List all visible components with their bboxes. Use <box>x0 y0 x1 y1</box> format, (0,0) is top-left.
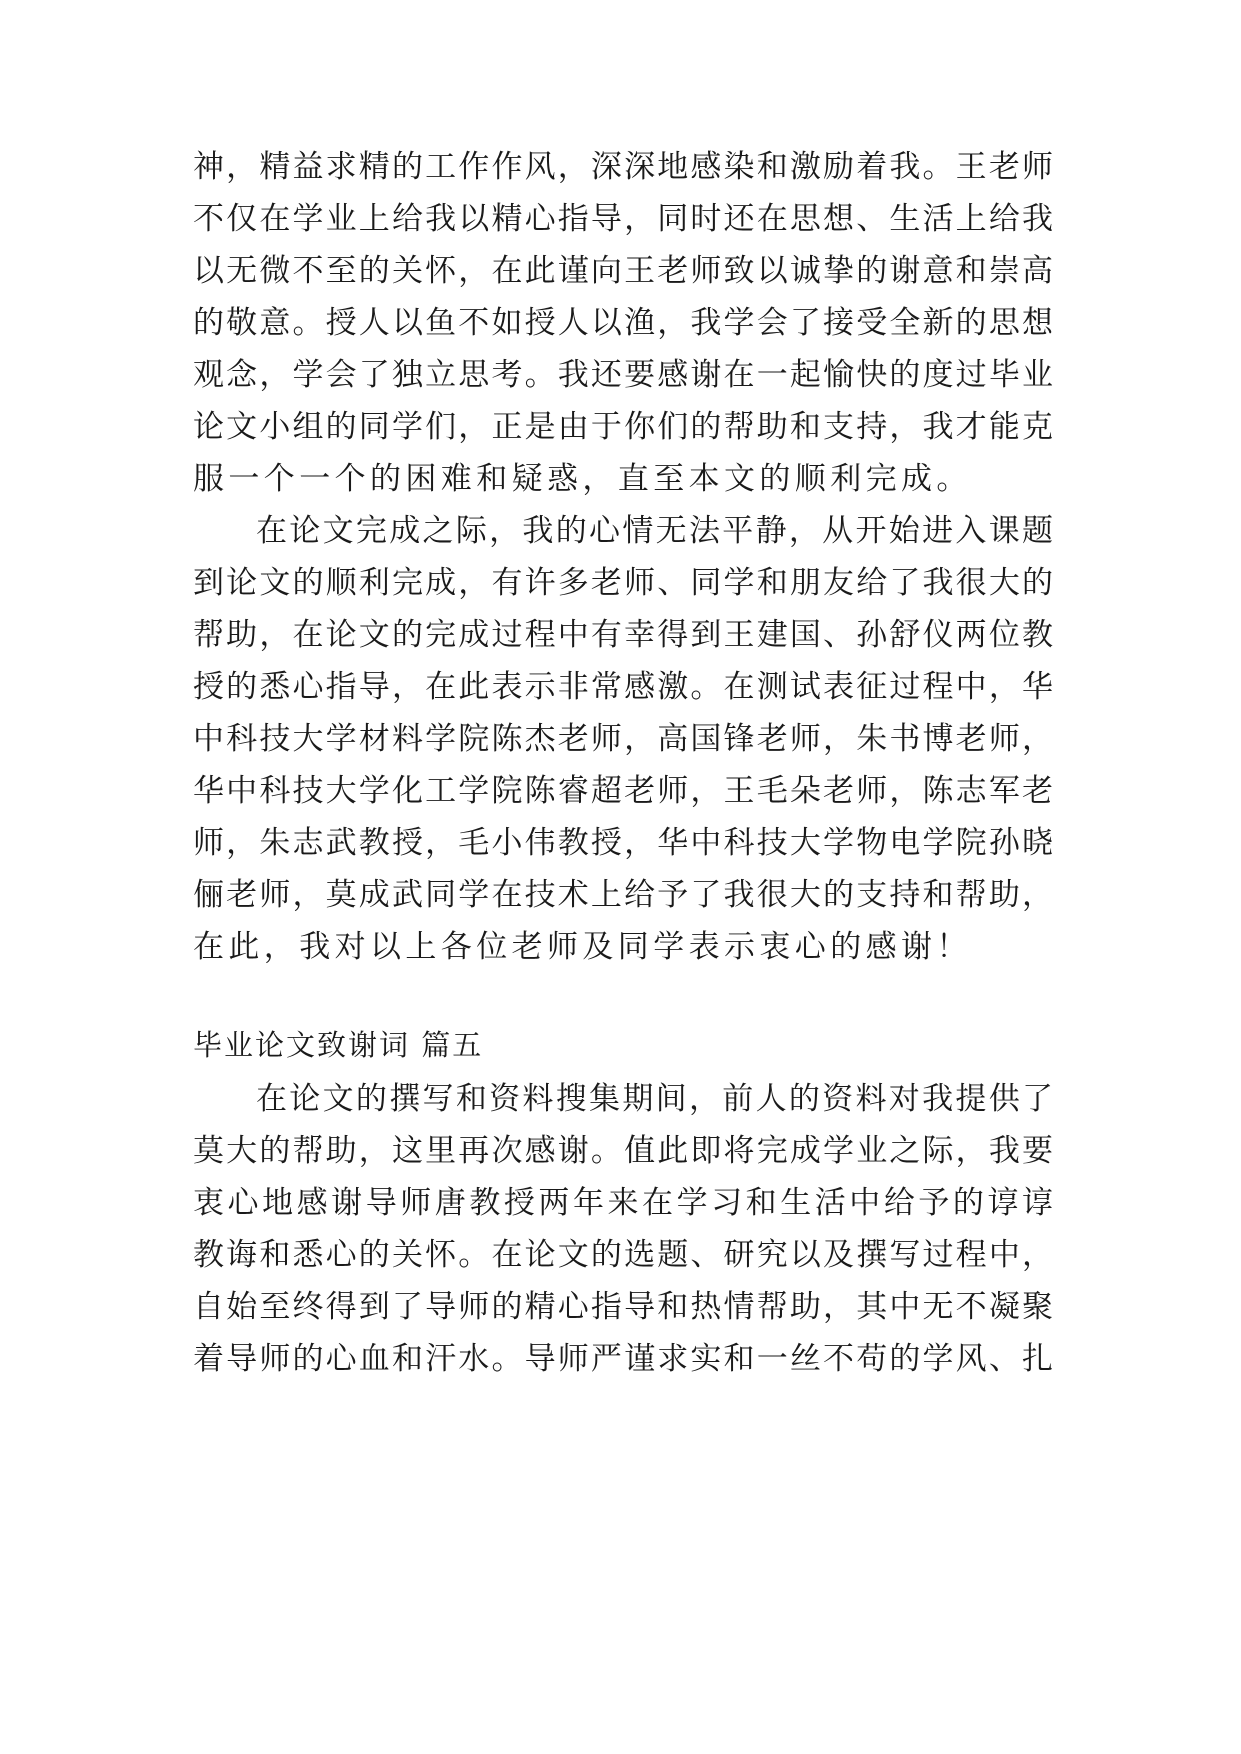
paragraph-line: 的敬意。授人以鱼不如授人以渔，我学会了接受全新的思想 <box>193 305 1053 341</box>
paragraph-line: 观念，学会了独立思考。我还要感谢在一起愉快的度过毕业 <box>193 357 1053 393</box>
paragraph-line: 师，朱志武教授，毛小伟教授，华中科技大学物电学院孙晓 <box>193 825 1053 861</box>
paragraph-line: 莫大的帮助，这里再次感谢。值此即将完成学业之际，我要 <box>193 1133 1053 1169</box>
paragraph-line: 神，精益求精的工作作风，深深地感染和激励着我。王老师 <box>193 149 1053 185</box>
section-heading: 毕业论文致谢词 篇五 <box>193 1028 484 1062</box>
paragraph-line: 中科技大学材料学院陈杰老师，高国锋老师，朱书博老师， <box>193 721 1053 757</box>
paragraph-line: 论文小组的同学们，正是由于你们的帮助和支持，我才能克 <box>193 409 1053 445</box>
paragraph-line: 不仅在学业上给我以精心指导，同时还在思想、生活上给我 <box>193 201 1053 237</box>
paragraph-line: 着导师的心血和汗水。导师严谨求实和一丝不苟的学风、扎 <box>193 1341 1053 1377</box>
paragraph-line: 帮助，在论文的完成过程中有幸得到王建国、孙舒仪两位教 <box>193 617 1053 653</box>
paragraph-line: 俪老师，莫成武同学在技术上给予了我很大的支持和帮助， <box>193 877 1053 913</box>
paragraph-line: 服一个一个的困难和疑惑，直至本文的顺利完成。 <box>193 461 972 497</box>
paragraph-line: 到论文的顺利完成，有许多老师、同学和朋友给了我很大的 <box>193 565 1053 601</box>
paragraph-first-line: 在论文完成之际，我的心情无法平静，从开始进入课题 <box>256 513 1053 549</box>
paragraph-line: 衷心地感谢导师唐教授两年来在学习和生活中给予的谆谆 <box>193 1185 1053 1221</box>
paragraph-first-line: 在论文的撰写和资料搜集期间，前人的资料对我提供了 <box>256 1081 1053 1117</box>
paragraph-line: 在此，我对以上各位老师及同学表示衷心的感谢！ <box>193 929 972 965</box>
paragraph-line: 教诲和悉心的关怀。在论文的选题、研究以及撰写过程中， <box>193 1237 1053 1273</box>
paragraph-line: 以无微不至的关怀，在此谨向王老师致以诚挚的谢意和崇高 <box>193 253 1053 289</box>
paragraph-line: 华中科技大学化工学院陈睿超老师，王毛朵老师，陈志军老 <box>193 773 1053 809</box>
paragraph-line: 授的悉心指导，在此表示非常感激。在测试表征过程中，华 <box>193 669 1053 705</box>
paragraph-line: 自始至终得到了导师的精心指导和热情帮助，其中无不凝聚 <box>193 1289 1053 1325</box>
